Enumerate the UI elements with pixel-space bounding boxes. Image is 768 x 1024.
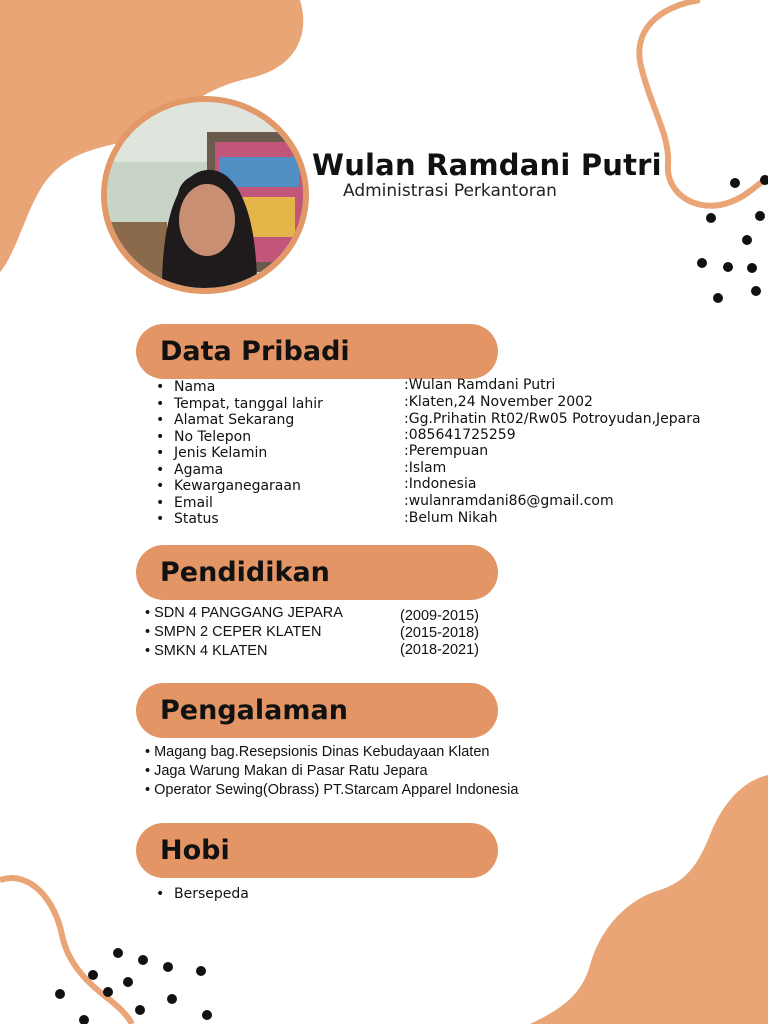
- section-title: Data Pribadi: [160, 336, 350, 367]
- personal-label-email: • Email: [174, 495, 213, 511]
- personal-label-kewarganegaraan: • Kewarganegaraan: [174, 478, 301, 494]
- section-title: Pengalaman: [160, 695, 348, 726]
- personal-value-status: :Belum Nikah: [404, 510, 498, 526]
- personal-label-nama: • Nama: [174, 379, 215, 395]
- personal-label-alamat: • Alamat Sekarang: [174, 412, 294, 428]
- personal-label-agama: • Agama: [174, 462, 223, 478]
- personal-value-kewarganegaraan: :Indonesia: [404, 476, 477, 492]
- personal-value-agama: :Islam: [404, 460, 447, 476]
- personal-value-email: :wulanramdani86@gmail.com: [404, 493, 614, 509]
- personal-label-telepon: • No Telepon: [174, 429, 251, 445]
- person-name: Wulan Ramdani Putri: [312, 148, 662, 182]
- personal-value-nama: :Wulan Ramdani Putri: [404, 377, 556, 393]
- education-years: (2009-2015): [400, 608, 479, 624]
- section-header-pendidikan: [136, 545, 498, 600]
- dots-bottom-left: [55, 948, 212, 1024]
- personal-value-alamat: :Gg.Prihatin Rt02/Rw05 Potroyudan,Jepara: [404, 411, 701, 427]
- section-title: Hobi: [160, 835, 230, 866]
- education-school: • SDN 4 PANGGANG JEPARA: [145, 605, 343, 621]
- bottom-right-blob: [530, 775, 768, 1024]
- person-role: Administrasi Perkantoran: [343, 181, 557, 201]
- personal-value-ttl: :Klaten,24 November 2002: [404, 394, 593, 410]
- experience-item: • Jaga Warung Makan di Pasar Ratu Jepara: [145, 763, 428, 779]
- experience-item: • Magang bag.Resepsionis Dinas Kebudayaan Klaten: [145, 744, 490, 760]
- education-school: • SMPN 2 CEPER KLATEN: [145, 624, 322, 640]
- personal-label-kelamin: • Jenis Kelamin: [174, 445, 267, 461]
- profile-photo: [101, 96, 309, 294]
- dots-top-right: [697, 175, 768, 303]
- education-years: (2015-2018): [400, 625, 479, 641]
- section-header-hobi: [136, 823, 498, 878]
- personal-value-kelamin: :Perempuan: [404, 443, 489, 459]
- personal-value-telepon: :085641725259: [404, 427, 516, 443]
- section-header-data-pribadi: [136, 324, 498, 379]
- education-school: • SMKN 4 KLATEN: [145, 643, 268, 659]
- bottom-left-squiggle: [0, 878, 132, 1024]
- experience-item: • Operator Sewing(Obrass) PT.Starcam Apparel Indonesia: [145, 782, 519, 798]
- section-header-pengalaman: [136, 683, 498, 738]
- section-title: Pendidikan: [160, 557, 330, 588]
- hobby-item: • Bersepeda: [174, 886, 249, 902]
- education-years: (2018-2021): [400, 642, 479, 658]
- personal-label-ttl: • Tempat, tanggal lahir: [174, 396, 323, 412]
- personal-label-status: • Status: [174, 511, 219, 527]
- photo-illustration: [107, 102, 303, 288]
